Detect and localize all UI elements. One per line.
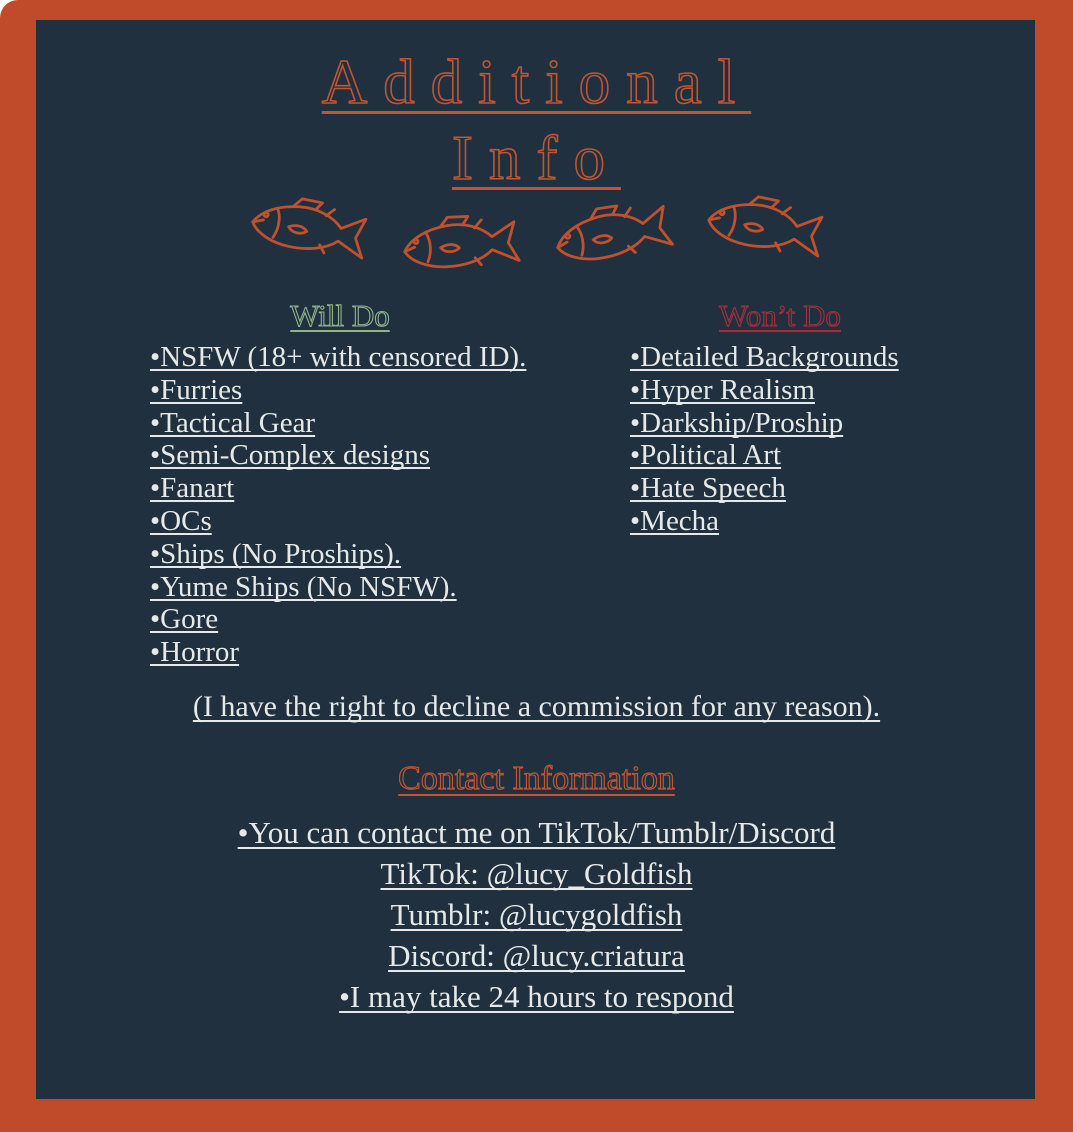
will-do-item: •Ships (No Proships). bbox=[150, 537, 402, 570]
decline-disclaimer: (I have the right to decline a commission for any reason). bbox=[192, 690, 881, 723]
fish-decoration-row bbox=[0, 196, 1073, 262]
will-do-item: •OCs bbox=[150, 504, 212, 537]
will-do-item: •Furries bbox=[150, 373, 243, 406]
contact-line-text: •You can contact me on TikTok/Tumblr/Discord bbox=[237, 815, 836, 850]
contact-line-text: •I may take 24 hours to respond bbox=[339, 979, 734, 1014]
will-do-item: •Horror bbox=[150, 636, 240, 669]
fish-icon bbox=[542, 190, 682, 280]
page-title bbox=[0, 44, 1073, 196]
page-title-line-2: Info bbox=[452, 123, 621, 193]
will-do-item: •Tactical Gear bbox=[150, 406, 316, 439]
will-do-item: •Fanart bbox=[150, 472, 235, 505]
wont-do-section bbox=[630, 298, 930, 538]
wont-do-item: •Hyper Realism bbox=[630, 373, 815, 406]
will-do-heading: Will Do bbox=[290, 298, 390, 333]
will-do-item: •Semi-Complex designs bbox=[150, 439, 431, 472]
contact-line-tumblr bbox=[0, 894, 1073, 935]
contact-line-text: TikTok: @lucy_Goldfish bbox=[380, 856, 693, 891]
fish-icon bbox=[239, 186, 378, 272]
wont-do-heading: Won’t Do bbox=[719, 298, 841, 333]
wont-do-item: •Darkship/Proship bbox=[630, 406, 844, 439]
will-do-item: •NSFW (18+ with censored ID). bbox=[150, 341, 527, 373]
contact-section bbox=[0, 812, 1073, 1017]
fish-icon bbox=[695, 184, 834, 270]
will-do-section bbox=[150, 298, 530, 669]
contact-line-text: Discord: @lucy.criatura bbox=[388, 938, 685, 973]
contact-heading: Contact Information bbox=[398, 760, 675, 797]
wont-do-item: •Detailed Backgrounds bbox=[630, 341, 899, 373]
wont-do-item: •Mecha bbox=[630, 504, 720, 537]
wont-do-item: •Political Art bbox=[630, 439, 782, 472]
wont-do-item: •Hate Speech bbox=[630, 472, 786, 505]
contact-line-tiktok bbox=[0, 853, 1073, 894]
will-do-item: •Gore bbox=[150, 603, 219, 636]
fish-icon bbox=[393, 206, 528, 283]
contact-line-text: Tumblr: @lucygoldfish bbox=[390, 897, 683, 932]
page-title-line-1: Additional bbox=[321, 47, 752, 117]
contact-line bbox=[0, 812, 1073, 853]
contact-line-discord bbox=[0, 935, 1073, 976]
contact-line-response-time bbox=[0, 976, 1073, 1017]
will-do-item: •Yume Ships (No NSFW). bbox=[150, 570, 457, 603]
